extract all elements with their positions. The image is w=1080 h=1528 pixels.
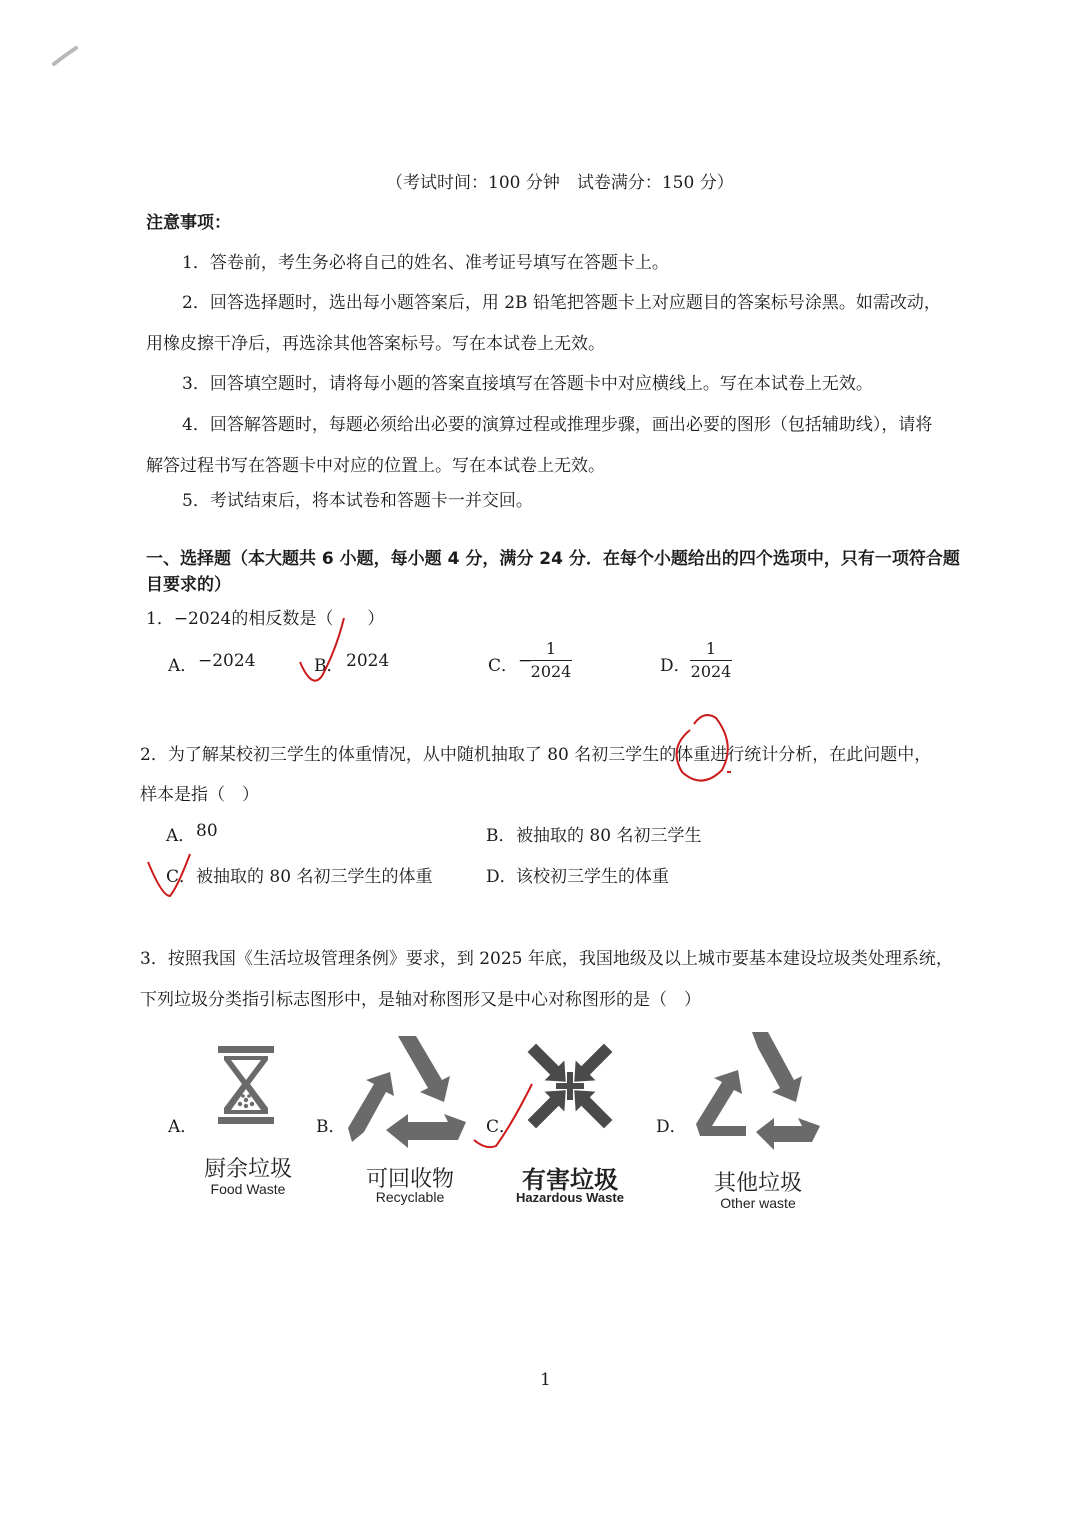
notice-item-2-cont: 用橡皮擦干净后，再选涂其他答案标号。写在本试卷上无效。 bbox=[146, 334, 605, 354]
other-waste-triangle-icon bbox=[694, 1028, 822, 1152]
notice-item-4-cont: 解答过程书写在答题卡中对应的位置上。写在本试卷上无效。 bbox=[146, 456, 605, 476]
notice-title: 注意事项： bbox=[146, 213, 231, 233]
recycle-triangle-icon bbox=[346, 1032, 472, 1150]
q3-option-c-en: Hazardous Waste bbox=[516, 1190, 624, 1205]
four-arrows-icon bbox=[520, 1036, 620, 1136]
q2-option-d-text: 该校初三学生的体重 bbox=[516, 867, 669, 887]
q1-option-b-label: B． bbox=[314, 656, 344, 676]
exam-info: （考试时间：100 分钟 试卷满分：150 分） bbox=[386, 173, 734, 193]
q1-option-c-denominator: 2024 bbox=[530, 662, 572, 681]
hourglass-icon bbox=[214, 1044, 278, 1126]
q3-option-b-label: B． bbox=[316, 1117, 346, 1137]
q1-option-c-label: C． bbox=[488, 656, 519, 676]
q3-option-b-cn: 可回收物 bbox=[365, 1167, 454, 1192]
q3-option-c-cn: 有害垃圾 bbox=[522, 1166, 618, 1194]
q2-option-b-label: B． bbox=[486, 826, 516, 846]
q3-option-d-label: D． bbox=[656, 1117, 687, 1137]
q3-option-c-label: C． bbox=[486, 1117, 517, 1137]
q2-option-a-label: A． bbox=[166, 826, 196, 846]
notice-item-4: 4．回答解答题时，每题必须给出必要的演算过程或推理步骤，画出必要的图形（包括辅助线），请将 bbox=[182, 415, 933, 435]
q2-option-b-text: 被抽取的 80 名初三学生 bbox=[516, 826, 702, 846]
notice-item-2: 2．回答选择题时，选出每小题答案后，用 2B 铅笔把答题卡上对应题目的答案标号涂黑。如需改动， bbox=[182, 293, 941, 313]
q2-option-a-text: 80 bbox=[196, 821, 218, 841]
q3-option-a-cn: 厨余垃圾 bbox=[203, 1157, 292, 1182]
q1-option-c-sign: − bbox=[518, 651, 533, 671]
q2-option-c-text: 被抽取的 80 名初三学生的体重 bbox=[196, 867, 433, 887]
q3-stem: 3．按照我国《生活垃圾管理条例》要求，到 2025 年底，我国地级及以上城市要基本建设垃圾类处理系统， bbox=[140, 949, 953, 969]
q1-stem: 1．−2024的相反数是（ ） bbox=[146, 609, 385, 629]
q1-option-b-text: 2024 bbox=[346, 651, 390, 671]
q1-option-a-text: −2024 bbox=[198, 651, 256, 671]
notice-item-1: 1．答卷前，考生务必将自己的姓名、准考证号填写在答题卡上。 bbox=[182, 253, 669, 273]
fraction-bar bbox=[530, 660, 572, 661]
q1-option-d-label: D． bbox=[660, 656, 691, 676]
q2-stem: 2．为了解某校初三学生的体重情况，从中随机抽取了 80 名初三学生的体重进行统计分析，在此问题中， bbox=[140, 745, 932, 765]
q2-option-d-label: D． bbox=[486, 867, 517, 887]
smudge-mark bbox=[54, 48, 76, 64]
q1-option-d-denominator: 2024 bbox=[690, 662, 732, 681]
fraction-bar bbox=[690, 660, 732, 661]
q2-stem-cont: 样本是指（ ） bbox=[140, 785, 259, 805]
q1-option-d-numerator: 1 bbox=[705, 639, 717, 658]
section-1-title-cont: 目要求的） bbox=[146, 575, 231, 595]
notice-item-5: 5．考试结束后，将本试卷和答题卡一并交回。 bbox=[182, 491, 533, 511]
q3-option-a-en: Food Waste bbox=[210, 1181, 286, 1197]
q3-option-d-cn: 其他垃圾 bbox=[713, 1171, 802, 1196]
q1-option-d-fraction bbox=[690, 640, 732, 681]
q3-option-a-label: A． bbox=[168, 1117, 198, 1137]
section-1-title: 一、选择题（本大题共 6 小题，每小题 4 分，满分 24 分．在每个小题给出的四个选项中，只有一项符合题 bbox=[146, 549, 960, 569]
q1-option-a-label: A． bbox=[168, 656, 198, 676]
page-number: 1 bbox=[540, 1370, 551, 1390]
q3-stem-cont: 下列垃圾分类指引标志图形中，是轴对称图形又是中心对称图形的是（ ） bbox=[140, 990, 701, 1010]
notice-item-3: 3．回答填空题时，请将每小题的答案直接填写在答题卡中对应横线上。写在本试卷上无效。 bbox=[182, 374, 873, 394]
q1-option-c-numerator: 1 bbox=[545, 639, 557, 658]
q1-option-c-fraction bbox=[530, 640, 572, 681]
q2-option-c-label: C． bbox=[166, 867, 197, 887]
q3-option-d-en: Other waste bbox=[720, 1195, 796, 1211]
q3-option-b-en: Recyclable bbox=[375, 1189, 445, 1205]
